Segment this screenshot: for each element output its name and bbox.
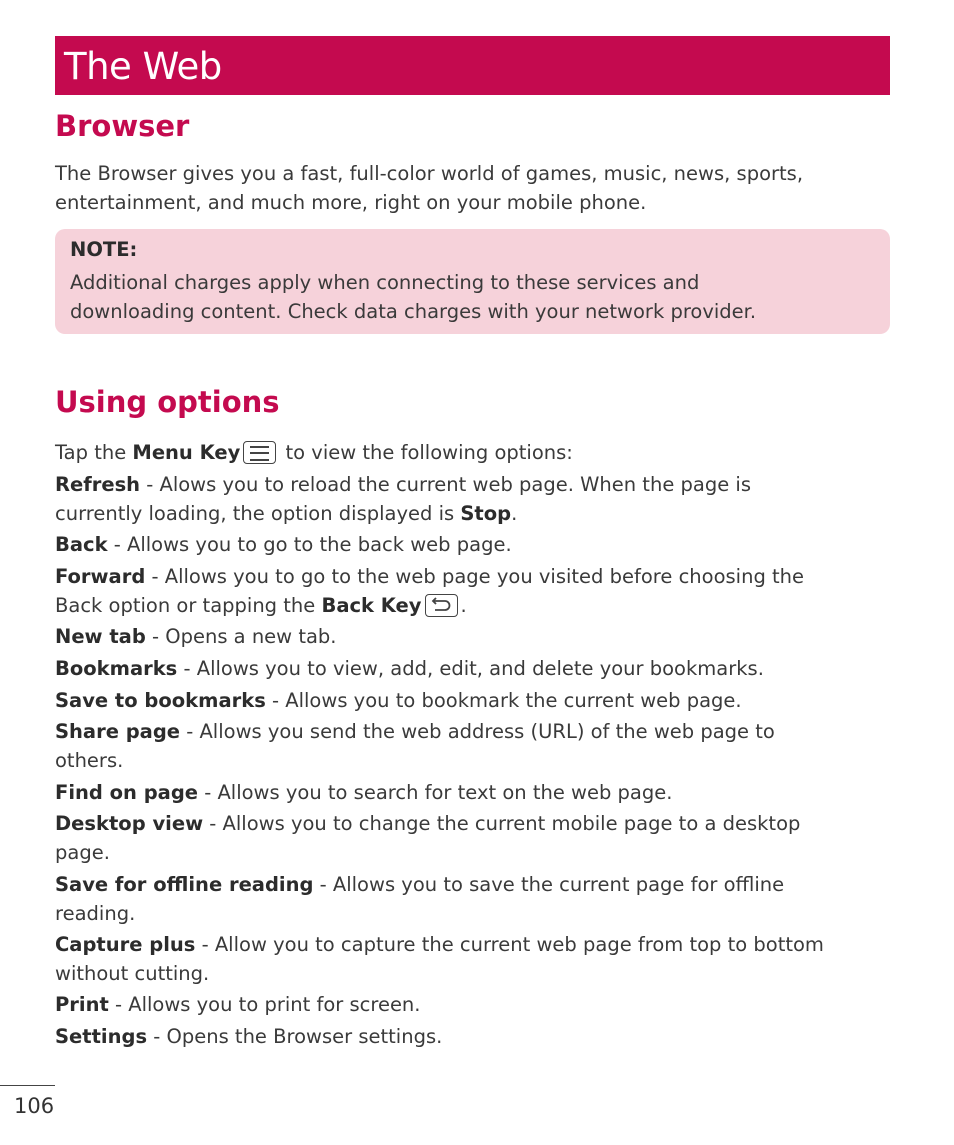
option-find-on-page xyxy=(55,778,880,807)
note-line-2: downloading content. Check data charges with your network provider. xyxy=(70,300,757,323)
tap-menu-key-line xyxy=(55,438,880,467)
back-key-icon xyxy=(425,594,458,617)
option-back xyxy=(55,530,880,559)
option-desc: - Allows you to change the current mobile page to a desktop xyxy=(203,812,801,835)
browser-intro xyxy=(55,159,895,217)
option-term: Back xyxy=(55,533,108,556)
option-term: Forward xyxy=(55,565,146,588)
tap-suffix: to view the following options: xyxy=(279,441,573,464)
option-desc: - Opens the Browser settings. xyxy=(147,1025,443,1048)
chapter-banner xyxy=(55,36,890,95)
option-desc: page. xyxy=(55,841,110,864)
option-share-page xyxy=(55,717,880,775)
menu-key-icon xyxy=(243,441,276,464)
option-forward xyxy=(55,562,880,620)
page-number: 106 xyxy=(14,1094,55,1118)
period: . xyxy=(511,502,518,525)
option-term: Save to bookmarks xyxy=(55,689,266,712)
option-print xyxy=(55,990,880,1019)
option-new-tab xyxy=(55,622,880,651)
chapter-title: The Web xyxy=(64,45,222,88)
option-term: Settings xyxy=(55,1025,148,1048)
option-desc: - Allow you to capture the current web page from top to bottom xyxy=(195,933,824,956)
option-desc: - Allows you to search for text on the web page. xyxy=(198,781,673,804)
option-desc: - Allows you to go to the back web page. xyxy=(107,533,512,556)
option-desc: - Opens a new tab. xyxy=(145,625,337,648)
option-settings xyxy=(55,1022,880,1051)
option-term: Save for offline reading xyxy=(55,873,314,896)
option-save-to-bookmarks xyxy=(55,686,880,715)
option-bookmarks xyxy=(55,654,880,683)
option-save-offline xyxy=(55,870,880,928)
option-term: Capture plus xyxy=(55,933,196,956)
option-term: Print xyxy=(55,993,109,1016)
option-term: Refresh xyxy=(55,473,141,496)
tap-prefix: Tap the xyxy=(55,441,133,464)
option-term: New tab xyxy=(55,625,146,648)
option-desc: without cutting. xyxy=(55,962,210,985)
browser-heading: Browser xyxy=(55,109,190,143)
option-desc: - Allows you to print for screen. xyxy=(108,993,421,1016)
option-term: Find on page xyxy=(55,781,199,804)
intro-line-1: The Browser gives you a fast, full-color world of games, music, news, sports, xyxy=(55,162,804,185)
option-term: Bookmarks xyxy=(55,657,178,680)
option-desc: Back option or tapping the xyxy=(55,594,322,617)
back-key-label: Back Key xyxy=(321,594,422,617)
note-text xyxy=(70,268,870,326)
menu-key-label: Menu Key xyxy=(132,441,241,464)
option-desc: others. xyxy=(55,749,124,772)
note-box xyxy=(55,229,890,334)
option-desc: currently loading, the option displayed is xyxy=(55,502,461,525)
intro-line-2: entertainment, and much more, right on your mobile phone. xyxy=(55,191,647,214)
option-capture-plus xyxy=(55,930,880,988)
option-desc: - Allows you to save the current page for offline xyxy=(313,873,785,896)
option-term: Desktop view xyxy=(55,812,204,835)
stop-term: Stop xyxy=(460,502,512,525)
option-desktop-view xyxy=(55,809,880,867)
option-refresh xyxy=(55,470,880,528)
footer-divider xyxy=(0,1085,55,1086)
option-term: Share page xyxy=(55,720,181,743)
option-desc: reading. xyxy=(55,902,136,925)
period: . xyxy=(460,594,467,617)
using-options-heading: Using options xyxy=(55,385,280,419)
option-desc: - Allows you to bookmark the current web page. xyxy=(265,689,742,712)
option-desc: - Allows you send the web address (URL) of the web page to xyxy=(180,720,775,743)
note-line-1: Additional charges apply when connecting to these services and xyxy=(70,271,700,294)
note-label: NOTE: xyxy=(70,238,138,261)
option-desc: - Alows you to reload the current web page. When the page is xyxy=(140,473,751,496)
option-desc: - Allows you to view, add, edit, and delete your bookmarks. xyxy=(177,657,764,680)
option-desc: - Allows you to go to the web page you visited before choosing the xyxy=(145,565,805,588)
